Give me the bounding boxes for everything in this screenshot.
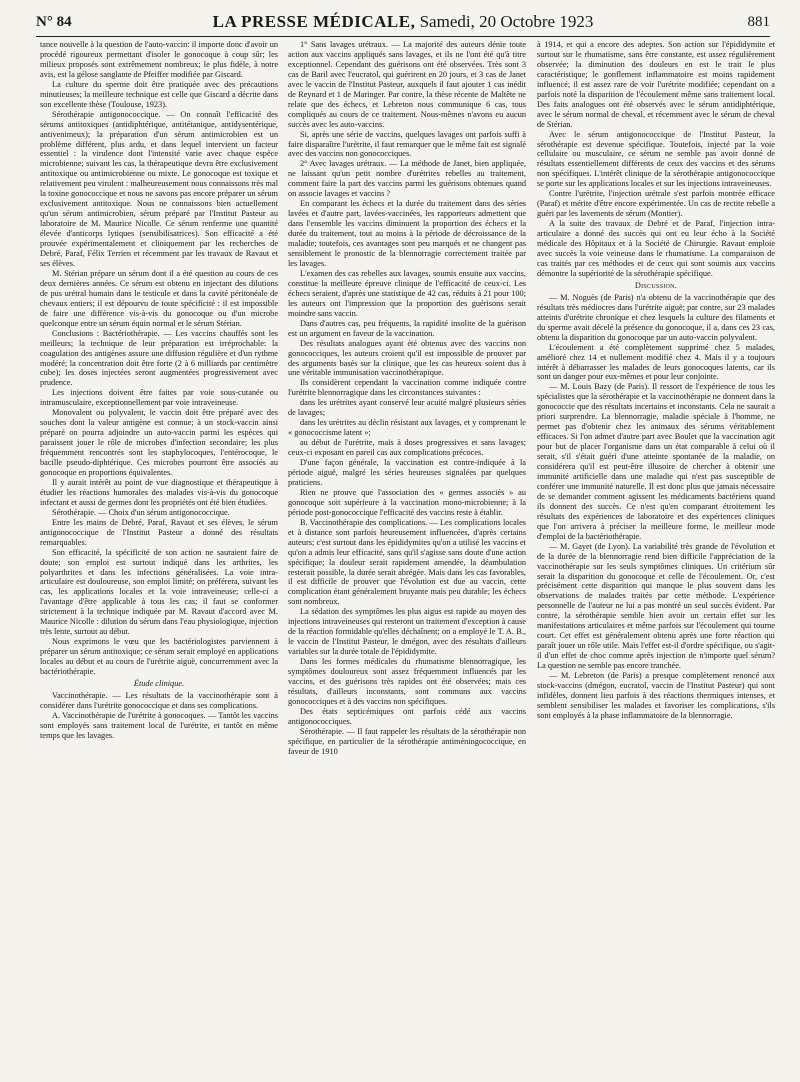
paragraph: Il y aurait intérêt au point de vue diagnostique et thérapeutique à étudier les réactions humorales des malades vis-à-vis du gonocoque infectant et aussi de germes dont les propriétés ont été bien étudiées. (40, 477, 278, 507)
paragraph: Avec le sérum antigonococcique de l'Institut Pasteur, la sérothérapie est devenue spécifique. Toutefois, injecté par la voie cellulaire ou musculaire, ce sérum ne semble pas avoir donné de résultats essentiellement différents de ceux des vaccins et des sérums non spécifiques. L'intérêt clinique de la sérothérapie antigonococcique se porte sur les applications locales et sur les injections intraveineuses. (537, 129, 775, 189)
issue-date: Samedi, 20 Octobre 1923 (419, 12, 594, 31)
paragraph: Dans les formes médicales du rhumatisme blennorragique, les symptômes douloureux sont assez fréquemment influencés par les vaccins, et des guérisons très rapides ont été observées; mais ces résultats, d'ailleurs inconstants, sont communs aux vaccins gonococciques et à des vaccins non spécifiques. (288, 657, 526, 706)
journal-title (36, 12, 770, 32)
paragraph: 2° Avec lavages urétraux. — La méthode de Janet, bien appliquée, ne laissant qu'un petit nombre d'urétrites rebelles au traitement, comment faire la part des vaccins parmi les guérisons obtenues quand on associe lavages et vaccins ? (288, 159, 526, 199)
paragraph: M. Stérian prépare un sérum dont il a été question au cours de ces deux dernières années. Ce sérum est obtenu en injectant des dilutions de pus urétral humain dans le testicule et dans la cavité péritonéale de chevaux entiers; il est dépourvu de toute spécificité : il est impossible de faire une différence vis-à-vis du gonocoque ou d'un microbe quelconque entre un sérum équin normal et le sérum Stérian. (40, 268, 278, 328)
paragraph: Des états septicémiques ont parfois cédé aux vaccins antigonococciques. (288, 706, 526, 726)
paragraph: A. Vaccinothérapie de l'urétrite à gonocoques. — Tantôt les vaccins sont employés sans traitement local de l'urétrite, et tantôt en même temps que les lavages. (40, 710, 278, 740)
paragraph: Vaccinothérapie. — Les résultats de la vaccinothérapie sont à considérer dans l'urétrite gonococcique et dans ses complications. (40, 690, 278, 710)
paragraph: A la suite des travaux de Debré et de Paraf, l'injection intra-articulaire a donné des succès qui ont eu leur écho à la Société médicale des Hôpitaux et à la Société de Chirurgie. Ravaut emploie avec succès la voie veineuse dans le rhumatisme. La comparaison de cas traités par ces méthodes et de ceux qui sont soumis aux vaccins démontre la supériorité de la sérothérapie spécifique. (537, 219, 775, 278)
paragraph: Si, après une série de vaccins, quelques lavages ont parfois suffi à faire disparaître l'urétrite, il faut remarquer que le même fait est signalé avec des vaccins non gonococciques. (288, 129, 526, 159)
paragraph: Dans d'autres cas, peu fréquents, la rapidité insolite de la guérison est un argument en faveur de la vaccination. (288, 318, 526, 338)
paragraph: — M. Lebreton (de Paris) a presque complètement renoncé aux stock-vaccins (dmégon, eucratol, vaccin de l'Institut Pasteur) qui sont infidèles, donnent lieu parfois à des réactions thermiques intenses, et semblent sensibiliser les malades et favoriser les complications, s'ils sont employés à la phase inflammatoire de la blennorragie. (537, 671, 775, 720)
paragraph: Les injections doivent être faites par voie sous-cutanée ou intramusculaire, exceptionnellement par voie intraveineuse. (40, 388, 278, 408)
column-1 (40, 40, 278, 741)
paragraph: Sérothérapie antigonococcique. — On connaît l'efficacité des sérums antitoxiques (antidiphtérique, antitétanique, antidysentérique, antivenimeux); la préparation d'un sérum antimicrobien est un problème différent, plus ardu, et dans lequel intervient un facteur essentiel : la virulence dont l'intensité varie avec chaque espèce microbienne; suivant les cas, la thérapeutique devra être exclusivement antitoxique ou antimicrobienne ou mixte. Le gonocoque est toxique et relativement peu virulent : malheureusement nous connaissons très mal la toxine gonococcique et nous ne savons pas encore préparer un sérum exclusivement antitoxique. Nous ne connaissons bien actuellement qu'un sérum antimicrobien, sérum préparé par l'Institut Pasteur au laboratoire de M. Maurice Nicolle. Ce sérum renferme une quantité élevée d'anticorps lytiques (sensibilisatrices). Son efficacité a été prouvée expérimentalement et cliniquement par les recherches de Debré, Paraf, Félix Terrien et récemment par les travaux de Ravaut et ses élèves. (40, 109, 278, 268)
paragraph: — M. Louis Bazy (de Paris). Il ressort de l'expérience de tous les spécialistes que la sérothérapie et la vaccinothérapie ne donnent dans la gonococcie que des résultats incertains et inconstants. Cela ne saurait a priori surprendre. La blennorragie, maladie spéciale à l'homme, ne permet pas d'obtenir chez les animaux des sérums véritablement efficaces. Si l'on admet d'autre part avec Boulet que la vaccination agit pour but de placer l'organisme dans un état comparable à celui où il serait, s'il s'était guéri d'une atteinte spontanée de la maladie, on considérera qu'il est peut-être illusoire de chercher à obtenir une immunité artificielle dans une maladie qui n'est pas susceptible de conférer une immunité naturelle. Il est donc plus que jamais nécessaire de se demander comment agissent les médicaments bactériens quand ils donnent des succès. Ce n'est qu'en comparant étroitement les résultats des expériences de laboratoire et des expériences cliniques que l'on arrivera à préciser la meilleure forme, le meilleur mode d'emploi de la bactériothérapie. (537, 382, 775, 541)
paragraph: au début de l'urétrite, mais à doses progressives et sans lavages; ceux-ci exposant en pareil cas aux complications précoces. (288, 438, 526, 458)
issue-number: N° 84 (36, 14, 72, 30)
paragraph: Son efficacité, la spécificité de son action ne sauraient faire de doute; son emploi est surtout indiqué dans les arthrites, les polyarthrites et dans les infections généralisées. La voie intra-articulaire est douloureuse, son emploi limité; on préférera, suivant les cas, les applications locales et la voie intraveineuse; celle-ci a l'avantage d'être applicable à tous les cas; il faut se conformer strictement à la technique indiquée par M. Ravaut d'accord avec M. Maurice Nicolle : dilution du sérum dans l'eau physiologique, injection très lente, surtout au début. (40, 547, 278, 637)
paragraph: La sédation des symptômes les plus aigus est rapide au moyen des injections intraveineuses qui resteront un traitement d'exception à cause de la réaction formidable qu'elles déchaînent; on a employé le T. A. B., le vaccin de l'Institut Pasteur, le dmégon, avec des résultats d'ailleurs variables sur la durée totale de l'épididymite. (288, 607, 526, 657)
paragraph: Sérothérapie. — Choix d'un sérum antigonococcique. (52, 507, 230, 517)
paragraph: B. Vaccinothérapie des complications. — Les complications locales et à distance sont parfois heureusement influencées, d'après certains auteurs; c'est surtout dans les épididymites qu'on a utilisé les vaccins et qu'on a admis leur efficacité, sans qu'il s'agisse sans doute d'une action spécifique; la douleur serait rapidement amendée, la déambulation resterait possible, la durée serait abrégée. Mais dans les cas favorables, il est difficile de prouver que l'évolution est due au vaccin, cette complication étant généralement bruyante mais peu durable; les échecs sont nombreux. (288, 517, 526, 607)
paragraph: L'examen des cas rebelles aux lavages, soumis ensuite aux vaccins, constitue la meilleure épreuve clinique de l'efficacité de ceux-ci. Les échecs seraient, d'après une statistique de 42 cas, réduits à 21 pour 100; les auteurs ont l'impression que la proportion des guérisons serait moindre sans vaccin. (288, 268, 526, 318)
column-2 (288, 40, 526, 757)
paragraph: Monovalent ou polyvalent, le vaccin doit être préparé avec des souches dont la valeur antigène est connue; à un stock-vaccin ainsi préparé on pourra adjoindre un auto-vaccin parmi les espèces qui paraissent jouer le rôle de microbes d'infection secondaire; les plus fréquemment rencontrés sont les staphylocoques, l'entérocoque, le bacille pseudo-diphtérique. Ces microbes pourront être associés au gonocoque en proportions équivalentes. (40, 408, 278, 477)
section-heading: Discussion. (634, 280, 678, 290)
section-heading-text: Étude clinique. (133, 679, 185, 688)
paragraph: Nous exprimons le vœu que les bactériologistes parviennent à préparer un sérum antitoxique; ce sérum serait employé en applications locales au début et au cours de l'urétrite aiguë, concurremment avec la bactériothérapie. (40, 637, 278, 677)
paragraph: La culture du sperme doit être pratiquée avec des précautions minutieuses; la meilleure technique est celle que Giscard a décrite dans son excellente thèse (Toulouse, 1923). (40, 79, 278, 109)
paragraph: Rien ne prouve que l'association des « germes associés » au gonocoque soit supérieure à la vaccination mono-microbienne; à la période post-gonococcique l'efficacité des vaccins reste à établir. (288, 487, 526, 517)
paragraph: Conclusions : Bactériothérapie. — Les vaccins chauffés sont les meilleurs; la technique de leur préparation est irréprochable: la coagulation des antigènes assure une diffusion régulière et d'un rythme modéré; la concentration doit être forte (2 à 6 milliards par centimètre cube); les doses injectées seront augmentées progressivement avec prudence. (40, 328, 278, 388)
paragraph: Contre l'urétrite, l'injection urétrale s'est parfois montrée efficace (Paraf) et mérite d'être encore expérimentée. Un cas de rectite rebelle a guéri par les lavements de sérum (Montier). (537, 189, 775, 219)
paragraph: 1° Sans lavages urétraux. — La majorité des auteurs dénie toute action aux vaccins appliqués sans lavages, et ils ne l'ont été qu'à titre exceptionnel. Cependant des guérisons ont été observées. Très sont 3 cas de Baril avec l'eucratol, qui guérirent en 20 jours, et 3 cas de Janet avec le vaccin de l'Institut Pasteur, auxquels il faut ajouter 1 cas inédit de Reynard et 1 de Maringer. Par contre, la thèse récente de Maltête ne relate que des échecs, et Lebreton nous communique 6 cas, tous compliqués au cours de ce traitement. Nous-mêmes n'avons eu aucun succès avec les auto-vaccins. (288, 40, 526, 129)
paragraph: D'une façon générale, la vaccination est contre-indiquée à la période aiguë, malgré les séries heureuses signalées par quelques praticiens. (288, 458, 526, 487)
paragraph: — M. Gayet (de Lyon). La variabilité très grande de l'évolution et de la durée de la blennorragie rend bien difficile l'appréciation de la vaccinothérapie sur les seuls symptômes cliniques. Un critérium sûr serait la disparition du gonocoque et celle de l'écoulement. Or, c'est précisément cette disparition qui manque le plus souvent dans les observations de malades traités par cette méthode. L'expérience personnelle de l'auteur ne lui a pas montré un seul succès évident. Par contre, la sérothérapie semble bien avoir un certain effet sur les manifestations articulaires et même parfois sur l'écoulement qui tourne court. Cet effet est généralement obtenu après une forte réaction qui paraît jouer un rôle utile. Mais l'effet est-il d'ordre spécifique, ou s'agit-il d'un effet de choc comme après injection de n'importe quel sérum? La question ne semble pas encore tranchée. (537, 541, 775, 671)
journal-name: LA PRESSE MÉDICALE, (212, 12, 416, 31)
paragraph: — M. Noguès (de Paris) n'a obtenu de la vaccinothérapie que des résultats très médiocres dans l'urétrite aiguë; par contre, sur 23 malades atteints d'urétrite chronique et chez lesquels la culture des filaments et du sperme avait décelé la présence du gonocoque, il a, dans ces 23 cas, obtenu la disparition du gonocoque par un auto-vaccin polyvalent. (537, 292, 775, 342)
paragraph: dans les urétrites ayant conservé leur acuité malgré plusieurs séries de lavages; (288, 398, 526, 418)
section-heading (40, 679, 278, 689)
paragraph: Ils considèrent cependant la vaccination comme indiquée contre l'urétrite blennorragique dans les circonstances suivantes : (288, 378, 526, 398)
paragraph: En comparant les échecs et la durée du traitement dans des séries lavées et d'autre part, lavées-vaccinées, les rapporteurs admettent que dans l'ensemble les vaccins diminuent la proportion des échecs et la durée du traitement, tout au moins à la période de décroissance de la maladie; toutefois, ces avantages sont peu marqués et ne changent pas sensiblement le pronostic de la blennorragie correctement traitée par les lavages. (288, 199, 526, 268)
paragraph: dans les urétrites au déclin résistant aux lavages, et y comprenant le « gonococcisme latent »; (288, 418, 526, 438)
paragraph: L'écoulement a été complètement supprimé chez 5 malades, amélioré chez 14 et nullement modifié chez 4. Mais il y a toujours intérêt à débarrasser les malades de leurs gonocoques latents, car ils sont un danger pour eux-mêmes et pour leur conjointe. (537, 342, 775, 382)
page-number: 881 (747, 14, 770, 30)
paragraph: tance nouvelle à la question de l'auto-vaccin: il importe donc d'avoir un procédé rigoureux permettant d'isoler le gonocoque à coup sûr; les milieux proposés sont extrêmement nombreux; le plus fidèle, à notre avis, est la gélose sanglante de Pfeiffer modifiée par Giscard. (40, 40, 278, 79)
paragraph: Des résultats analogues ayant été obtenus avec des vaccins non gonococciques, les auteurs croient qu'il est impossible de prouver par des arguments basés sur la clinique, que les cas heureux soient dus à une véritable immunisation vaccinothérapique. (288, 338, 526, 378)
column-3 (537, 40, 775, 721)
paragraph: à 1914, et qui a encore des adeptes. Son action sur l'épididymite et surtout sur le rhumatisme, sans être constante, est assez régulièrement observée; la diminution des douleurs en est le trait le plus caractéristique; le gonflement inflammatoire est moins rapidement influencé; il est assez rare de voir l'urétrite modifiée; cependant on a parfois noté la disparition de l'écoulement même sans traitement local. Des faits analogues ont été observés avec le sérum antidiphtérique, avec le sérum normal de cheval, et récemment avec le sérum de cheval de Stérian. (537, 40, 775, 129)
paragraph: Sérothérapie. — Il faut rappeler les résultats de la sérothérapie non spécifique, en particulier de la sérothérapie antiméningococcique, en faveur de 1910 (288, 726, 526, 756)
page-header (36, 10, 770, 37)
paragraph: Entre les mains de Debré, Paraf, Ravaut et ses élèves, le sérum antigonococcique de l'Institut Pasteur a donné des résultats remarquables. (40, 517, 278, 547)
